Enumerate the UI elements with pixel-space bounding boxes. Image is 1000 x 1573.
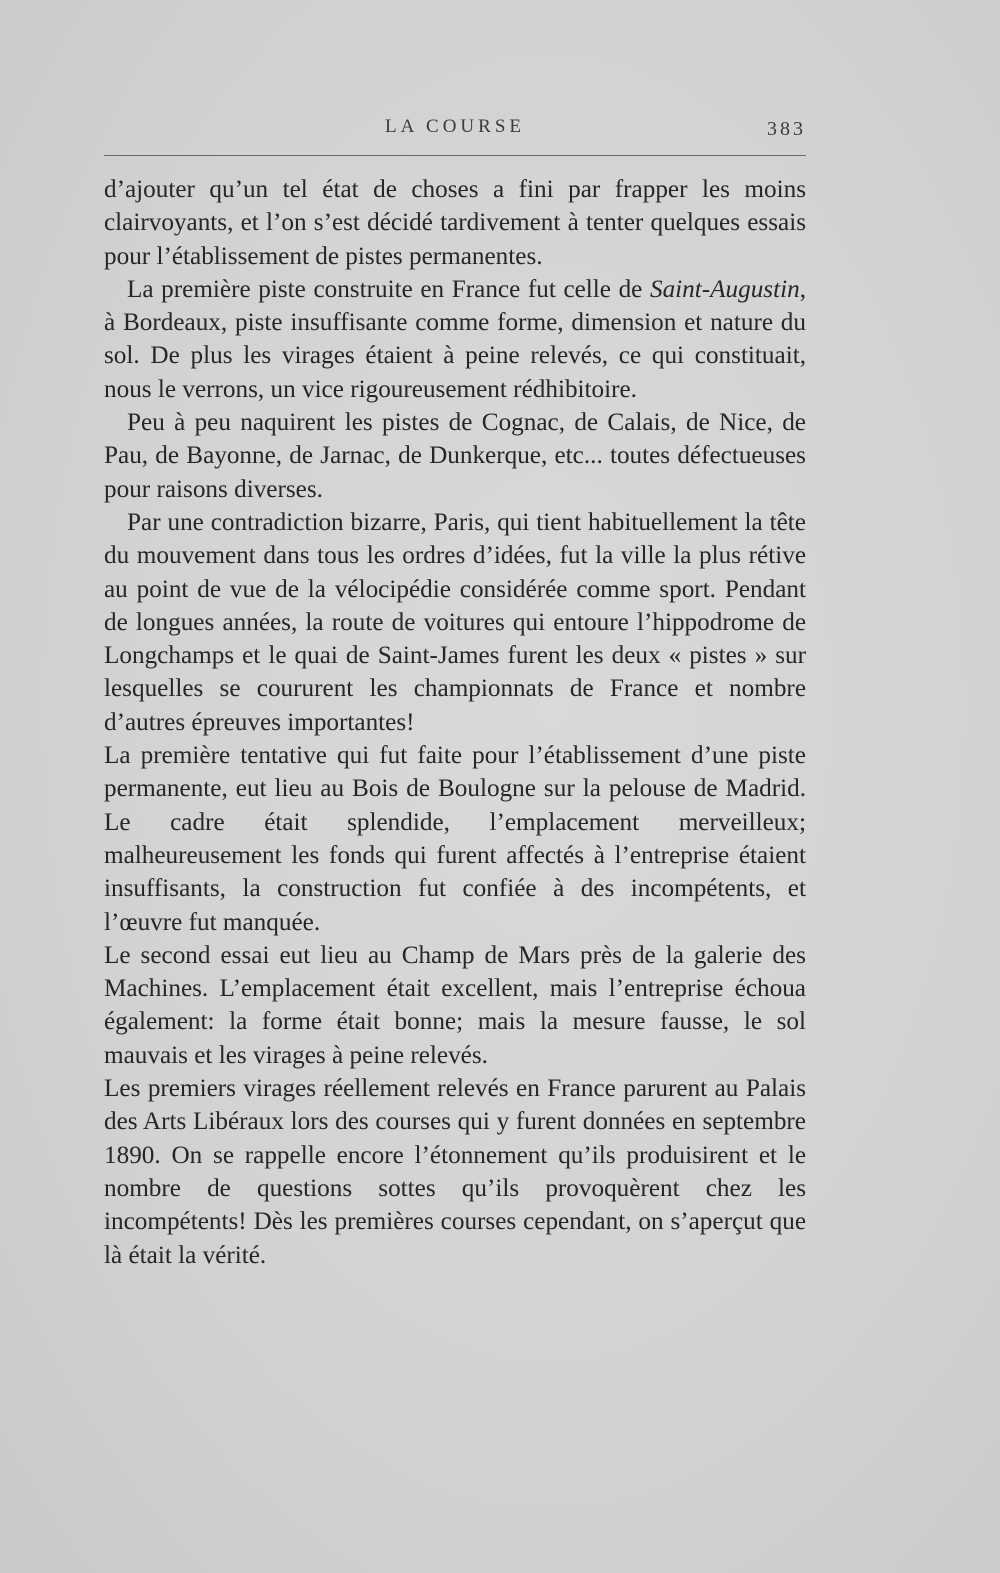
paragraph-2-rest: , à Bordeaux, piste insuffisante comme forme, dimension et nature du sol. De plus les virages étaient à peine relevés, ce qui constituait, nous le verrons, un vice rigoureusement rédhibitoire. [104,275,806,403]
paragraph-5: La première tentative qui fut faite pour l’établissement d’une piste permanente, eut lieu au Bois de Boulogne sur la pelouse de Madrid. Le cadre était splendide, l’emplacement merveilleux; malheureusement les fonds qui furent affectés à l’entreprise étaient insuffisants, la construction fut confiée à des incompétents, et l’œuvre fut manquée. [104,742,806,936]
place-name-italic: Saint-Augustin [649,275,800,303]
paragraph-2-start: La première piste construite en France fut celle de [127,275,650,303]
paragraph-1: d’ajouter qu’un tel état de choses a fini par frapper les moins clairvoyants, et l’on s’est décidé tardivement à tenter quelques essais pour l’établissement de pistes permanentes. [104,176,806,270]
paragraph-4: Par une contradiction bizarre, Paris, qui tient habituellement la tête du mouvement dans tous les ordres d’idées, fut la ville la plus rétive au point de vue de la vélocipédie considérée comme sport. Pendant de longues années, la route de voitures qui entoure l’hippodrome de Longchamps et le quai de Saint-James furent les deux « pistes » sur lesquelles se coururent les championnats de France et nombre d’autres épreuves importantes! [104,508,806,736]
running-head [104,116,806,146]
paragraph-7: Les premiers virages réellement relevés en France parurent au Palais des Arts Libéraux lors des courses qui y furent données en septembre 1890. On se rappelle encore l’étonnement qu’ils produisirent et le nombre de questions sottes qu’ils provoquèrent chez les incompétents! Dès les premières courses cependant, on s’aperçut que là était la vérité. [104,1075,806,1269]
paragraph-6: Le second essai eut lieu au Champ de Mars près de la galerie des Machines. L’emplacement était excellent, mais l’entreprise échoua également: la forme était bonne; mais la mesure fausse, le sol mauvais et les virages à peine relevés. [104,941,806,1069]
running-title: LA COURSE [385,116,525,137]
paragraph-2 [104,273,806,406]
page-number: 383 [767,118,806,140]
paragraph-3: Peu à peu naquirent les pistes de Cognac, de Calais, de Nice, de Pau, de Bayonne, de Jarnac, de Dunkerque, etc... toutes défectueuses pour raisons diverses. [104,409,806,503]
body-text [104,173,806,1272]
header-rule [104,155,806,156]
